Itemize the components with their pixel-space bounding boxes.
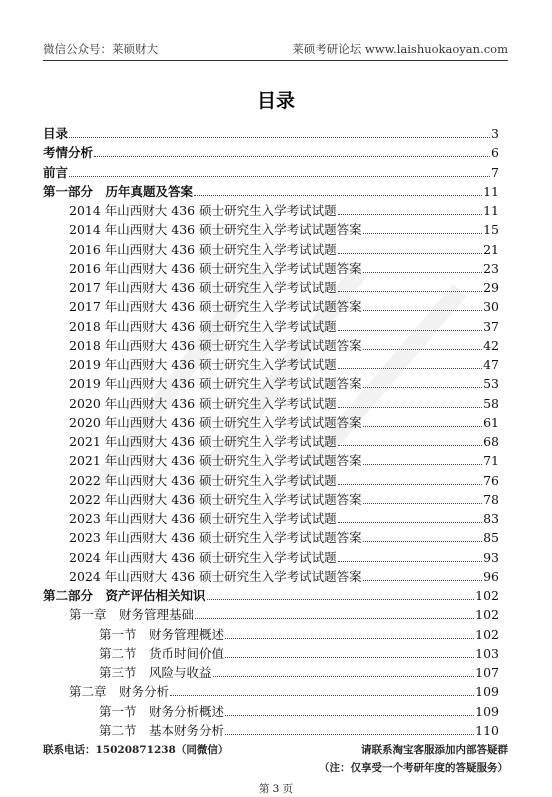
footer-contact-phone: 联系电话：15020871238（同微信） <box>43 744 229 756</box>
toc-entry-page: 83 <box>483 511 499 526</box>
toc-entry[interactable] <box>43 240 499 259</box>
toc-entry-label: 第一部分 历年真题及答案 <box>43 183 194 199</box>
toc-entry-page: 58 <box>483 395 499 411</box>
toc-entry-label: 第一章 财务管理基础 <box>69 607 195 623</box>
toc-entry-page: 76 <box>483 472 499 488</box>
toc-entry-page: 103 <box>475 645 499 661</box>
toc-entry-page: 7 <box>491 164 499 180</box>
toc-entry-page: 107 <box>475 665 499 680</box>
toc-leader-dots <box>338 214 483 215</box>
toc-entry-page: 21 <box>483 241 499 257</box>
toc-entry[interactable] <box>43 163 499 182</box>
toc-entry[interactable] <box>43 644 499 663</box>
toc-entry-page: 15 <box>483 222 499 238</box>
toc-entry[interactable] <box>43 432 499 451</box>
toc-entry-label: 2016 年山西财大 436 硕士研究生入学考试试题答案 <box>69 260 362 276</box>
toc-entry[interactable] <box>43 143 499 162</box>
toc-entry-label: 第一节 财务分析概述 <box>99 703 225 719</box>
toc-leader-dots <box>363 349 483 350</box>
toc-entry-page: 37 <box>483 318 499 334</box>
toc-entry-page: 11 <box>483 183 499 199</box>
toc-entry-page: 93 <box>483 549 499 565</box>
toc-leader-dots <box>338 445 483 446</box>
toc-leader-dots <box>363 503 483 504</box>
toc-leader-dots <box>69 176 490 177</box>
toc-entry-label: 2020 年山西财大 436 硕士研究生入学考试试题 <box>69 395 337 411</box>
toc-entry-label: 目录 <box>43 126 69 141</box>
toc-entry-page: 30 <box>483 299 499 315</box>
toc-leader-dots <box>69 137 490 138</box>
toc-entry-label: 2014 年山西财大 436 硕士研究生入学考试试题答案 <box>69 222 362 238</box>
toc-entry-label: 2021 年山西财大 436 硕士研究生入学考试试题 <box>69 434 337 449</box>
header-divider <box>43 60 508 61</box>
toc-entry-page: 102 <box>475 626 499 642</box>
toc-entry-label: 2018 年山西财大 436 硕士研究生入学考试试题 <box>69 318 337 334</box>
toc-entry-label: 第一节 财务管理概述 <box>99 626 225 642</box>
toc-entry[interactable] <box>43 509 499 528</box>
toc-entry[interactable] <box>43 336 499 355</box>
toc-leader-dots <box>213 676 475 677</box>
toc-leader-dots <box>207 599 475 600</box>
toc-entry-label: 第二章 财务分析 <box>69 684 170 700</box>
toc-entry-label: 2022 年山西财大 436 硕士研究生入学考试试题 <box>69 472 337 488</box>
toc-entry-page: 42 <box>483 337 499 353</box>
toc-entry[interactable] <box>43 394 499 413</box>
toc-entry-label: 2016 年山西财大 436 硕士研究生入学考试试题 <box>69 241 337 257</box>
page-number: 第 3 页 <box>258 783 294 795</box>
toc-entry-page: 109 <box>475 684 499 700</box>
toc-leader-dots <box>363 580 483 581</box>
toc-entry[interactable] <box>43 625 499 644</box>
toc-entry-page: 29 <box>483 280 499 295</box>
toc-leader-dots <box>225 734 474 735</box>
toc-entry[interactable] <box>43 682 499 701</box>
toc-entry-page: 3 <box>491 126 499 141</box>
toc-entry-label: 2018 年山西财大 436 硕士研究生入学考试试题答案 <box>69 337 362 353</box>
toc-entry[interactable] <box>43 220 499 239</box>
toc-entry[interactable] <box>43 471 499 490</box>
toc-leader-dots <box>170 695 474 696</box>
toc-leader-dots <box>338 522 483 523</box>
toc-entry-page: 109 <box>475 703 499 719</box>
toc-entry-page: 53 <box>483 376 499 392</box>
toc-entry-label: 考情分析 <box>43 145 94 161</box>
toc-entry-page: 23 <box>483 260 499 276</box>
toc-entry-label: 2021 年山西财大 436 硕士研究生入学考试试题答案 <box>69 453 362 469</box>
toc-entry-page: 6 <box>491 145 499 161</box>
toc-entry[interactable] <box>43 567 499 586</box>
toc-entry-page: 71 <box>483 453 499 469</box>
toc-entry-label: 2023 年山西财大 436 硕士研究生入学考试试题答案 <box>69 530 362 546</box>
header-forum-url: 莱硕考研论坛 www.laishuokaoyan.com <box>292 42 508 56</box>
toc-entry[interactable] <box>43 605 499 624</box>
toc-entry[interactable] <box>43 702 499 721</box>
toc-leader-dots <box>338 368 483 369</box>
toc-entry[interactable] <box>43 182 499 201</box>
page-title: 目录 <box>256 90 295 112</box>
toc-entry-label: 2024 年山西财大 436 硕士研究生入学考试试题答案 <box>69 568 362 584</box>
toc-entry-page: 68 <box>483 434 499 449</box>
toc-leader-dots <box>363 272 483 273</box>
toc-entry-label: 第二节 基本财务分析 <box>99 722 225 738</box>
toc-entry[interactable] <box>43 663 499 682</box>
toc-entry-label: 2022 年山西财大 436 硕士研究生入学考试试题答案 <box>69 491 362 507</box>
footer-qa-remark: （注：仅享受一个考研年度的答疑服务） <box>319 762 508 774</box>
toc-entry[interactable] <box>43 548 499 567</box>
toc-entry-page: 85 <box>483 530 499 546</box>
toc-leader-dots <box>194 195 482 196</box>
toc-leader-dots <box>338 291 483 292</box>
toc-entry-label: 第三节 风险与收益 <box>99 665 212 680</box>
toc-leader-dots <box>363 233 483 234</box>
toc-entry[interactable] <box>43 374 499 393</box>
toc-entry-page: 47 <box>483 357 499 372</box>
toc-entry-page: 102 <box>475 588 499 603</box>
toc-leader-dots <box>195 618 474 619</box>
toc-leader-dots <box>225 638 474 639</box>
toc-entry-page: 61 <box>483 414 499 430</box>
toc-leader-dots <box>338 253 483 254</box>
toc-entry[interactable] <box>43 413 499 432</box>
toc-entry-label: 第二部分 资产评估相关知识 <box>43 588 206 603</box>
header-wechat-account: 微信公众号：莱硕财大 <box>43 42 158 56</box>
toc-leader-dots <box>363 426 483 427</box>
toc-entry[interactable] <box>43 297 499 316</box>
toc-leader-dots <box>338 561 483 562</box>
toc-entry-label: 2020 年山西财大 436 硕士研究生入学考试试题答案 <box>69 414 362 430</box>
toc-leader-dots <box>225 715 474 716</box>
toc-entry-label: 2024 年山西财大 436 硕士研究生入学考试试题 <box>69 549 337 565</box>
toc-leader-dots <box>363 310 483 311</box>
toc-entry[interactable] <box>43 451 499 470</box>
toc-entry-page: 96 <box>483 568 499 584</box>
toc-entry[interactable] <box>43 721 499 740</box>
toc-entry[interactable] <box>43 528 499 547</box>
toc-entry[interactable] <box>43 259 499 278</box>
toc-entry[interactable] <box>43 278 499 297</box>
toc-entry-label: 2014 年山西财大 436 硕士研究生入学考试试题 <box>69 203 337 218</box>
toc-entry-label: 前言 <box>43 164 69 180</box>
toc-leader-dots <box>225 657 474 658</box>
toc-entry-page: 11 <box>483 203 499 218</box>
toc-leader-dots <box>363 464 483 465</box>
toc-entry[interactable] <box>43 317 499 336</box>
toc-entry-label: 2017 年山西财大 436 硕士研究生入学考试试题 <box>69 280 337 295</box>
toc-entry-label: 2019 年山西财大 436 硕士研究生入学考试试题 <box>69 357 337 372</box>
toc-entry-label: 第二节 货币时间价值 <box>99 645 225 661</box>
toc-leader-dots <box>363 541 483 542</box>
toc-entry[interactable] <box>43 355 499 374</box>
toc-entry-label: 2017 年山西财大 436 硕士研究生入学考试试题答案 <box>69 299 362 315</box>
toc-entry[interactable] <box>43 586 499 605</box>
toc-entry-label: 2023 年山西财大 436 硕士研究生入学考试试题 <box>69 511 337 526</box>
toc-leader-dots <box>338 484 483 485</box>
footer-qa-note: 请联系淘宝客服添加内部答疑群 <box>361 744 508 756</box>
toc-entry-label: 2019 年山西财大 436 硕士研究生入学考试试题答案 <box>69 376 362 392</box>
toc-entry[interactable] <box>43 124 499 143</box>
toc-leader-dots <box>338 407 483 408</box>
toc-entry-page: 78 <box>483 491 499 507</box>
toc-entry-page: 110 <box>475 722 499 738</box>
toc-leader-dots <box>363 387 483 388</box>
toc-entry-page: 102 <box>475 607 499 623</box>
page-header <box>43 40 508 59</box>
toc-leader-dots <box>338 330 483 331</box>
toc-entry[interactable] <box>43 490 499 509</box>
table-of-contents <box>43 124 499 740</box>
toc-leader-dots <box>94 156 490 157</box>
toc-entry[interactable] <box>43 201 499 220</box>
